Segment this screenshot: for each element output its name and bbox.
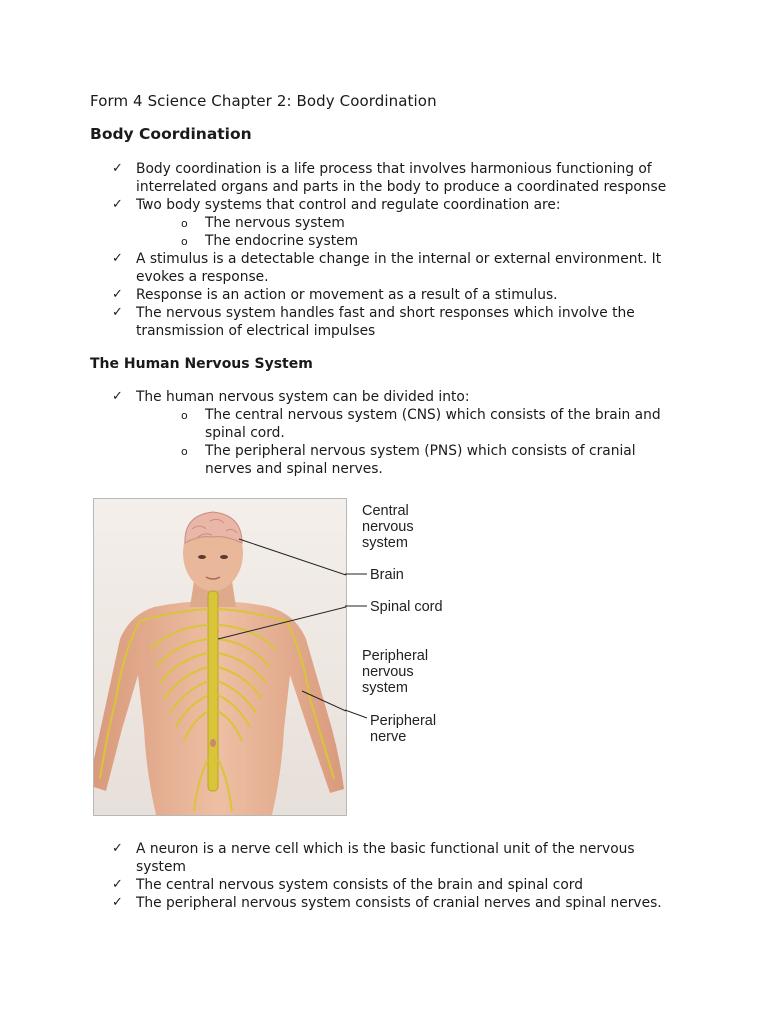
list-item: ✓ Response is an action or movement as a result of a stimulus.	[112, 286, 682, 304]
sub-list	[136, 214, 682, 250]
nervous-system-illustration	[93, 498, 347, 816]
list-item: ✓ The central nervous system consists of the brain and spinal cord	[112, 876, 682, 894]
sub-list-item: o The central nervous system (CNS) which consists of the brain and spinal cord.	[181, 406, 682, 442]
list-item: ✓ The human nervous system can be divided into: o The central nervous system (CNS) which consists of the brain and spinal cord. o The peripheral nervous system (PNS) which consists of cranial nerves and spinal nerves.	[112, 388, 682, 478]
spinal-cord-shape	[208, 591, 218, 791]
label-peripheral-nerve: Peripheral nerve	[370, 713, 437, 745]
label-spinal-cord: Spinal cord	[370, 599, 443, 615]
list-item: ✓ A stimulus is a detectable change in the internal or external environment. It evokes a response.	[112, 250, 682, 286]
sub-list-item: o The peripheral nervous system (PNS) which consists of cranial nerves and spinal nerves.	[181, 442, 682, 478]
sub-list	[136, 406, 682, 478]
list-item: ✓ The nervous system handles fast and short responses which involve the transmission of electrical impulses	[112, 304, 682, 340]
sub-list-item: o The nervous system	[181, 214, 682, 232]
label-peripheral-nervous-system: Peripheral nervous system	[362, 648, 429, 696]
list-item: ✓ Body coordination is a life process that involves harmonious functioning of interrelated organs and parts in the body to produce a coordinated response	[112, 160, 682, 196]
label-central-nervous-system: Central nervous system	[362, 503, 414, 551]
sub-list-item: o The endocrine system	[181, 232, 682, 250]
label-brain: Brain	[370, 567, 404, 583]
list-item: ✓ A neuron is a nerve cell which is the basic functional unit of the nervous system	[112, 840, 682, 876]
list-item: ✓ Two body systems that control and regulate coordination are: o The nervous system o The endocrine system	[112, 196, 682, 250]
section-heading-human-nervous-system: The Human Nervous System	[90, 356, 313, 372]
pointer-extensions	[345, 560, 375, 720]
section-heading-body-coordination: Body Coordination	[90, 125, 252, 143]
body-drawing	[94, 499, 346, 815]
nervous-system-list	[112, 388, 682, 478]
neuron-list	[112, 840, 682, 912]
list-item: ✓ The peripheral nervous system consists of cranial nerves and spinal nerves.	[112, 894, 682, 912]
body-coordination-list	[112, 160, 682, 340]
document-title: Form 4 Science Chapter 2: Body Coordination	[90, 92, 437, 110]
